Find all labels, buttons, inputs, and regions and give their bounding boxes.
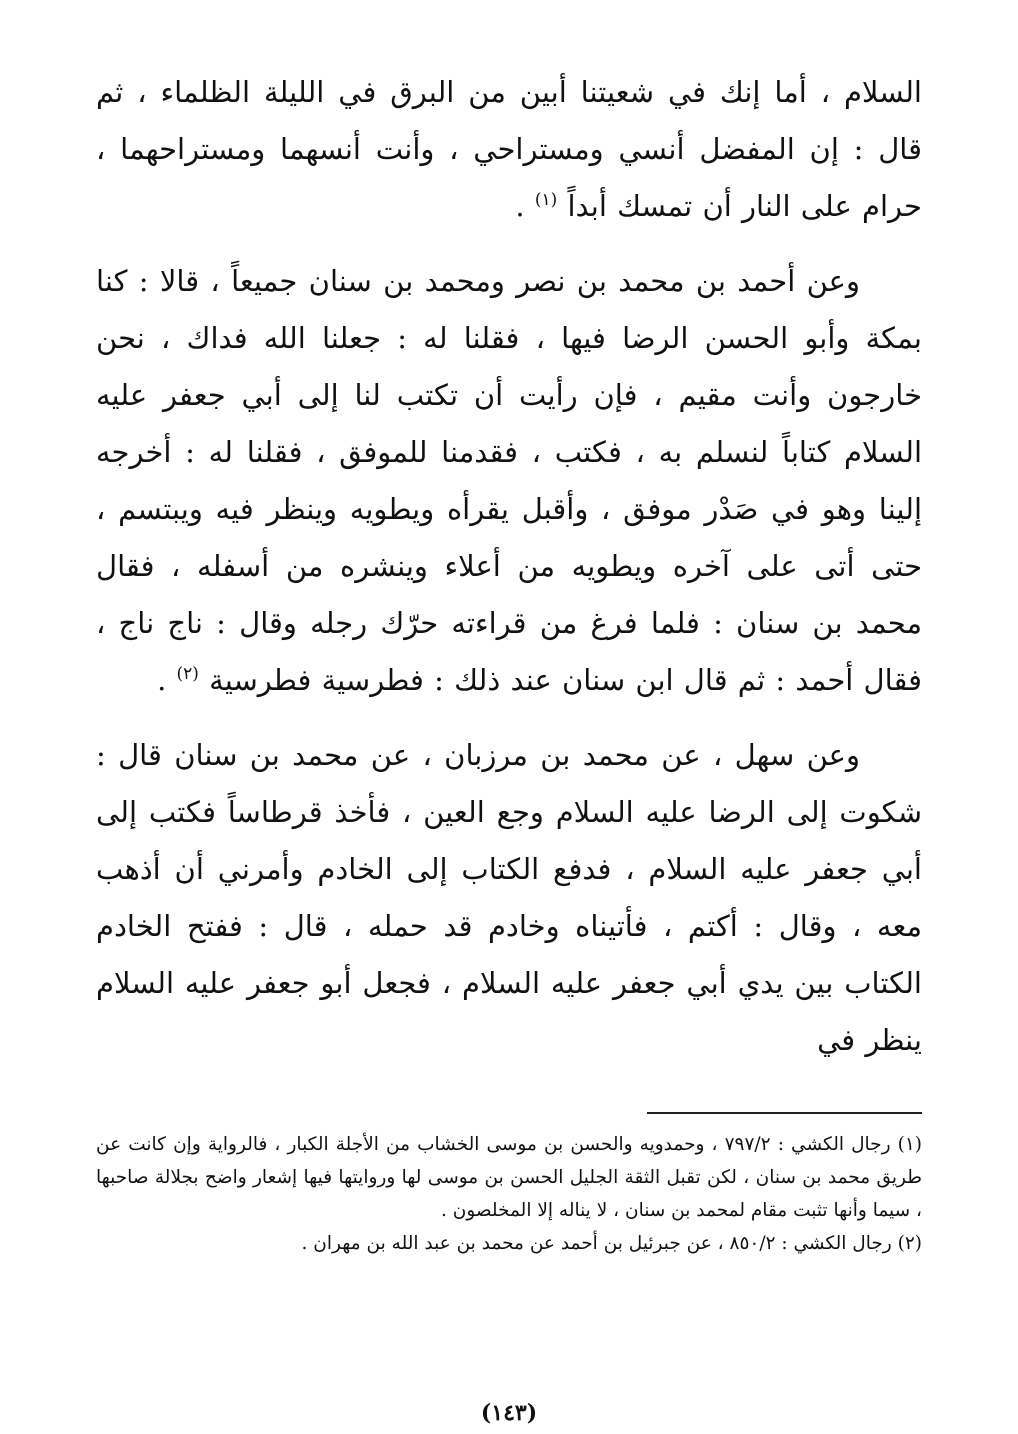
paragraph-2 (96, 253, 922, 709)
paragraph-1 (96, 64, 922, 235)
paragraph-1-text: السلام ، أما إنك في شعيتنا أبين من البرق في الليلة الظلماء ، ثم قال : إن المفضل أنسي ومستراحي ، وأنت أنسهما ومستراحهما ، حرام على النار أن تمسك أبداً (96, 75, 922, 223)
paragraph-3-text: وعن سهل ، عن محمد بن مرزبان ، عن محمد بن سنان قال : شكوت إلى الرضا عليه السلام وجع العين ، فأخذ قرطاساً فكتب إلى أبي جعفر عليه السلام ، فدفع الكتاب إلى الخادم وأمرني أن أذهب معه ، وقال : أكتم ، فأتيناه وخادم قد حمله ، قال : ففتح الخادم الكتاب بين يدي أبي جعفر عليه السلام ، فجعل أبو جعفر عليه السلام ينظر في (96, 738, 922, 1057)
page-number: (١٤٣) (480, 1400, 538, 1426)
footnote-ref-1: (١) (534, 190, 558, 210)
footnote-ref-2: (٢) (176, 664, 199, 684)
footnote-1: (١) رجال الكشي : ٧٩٧/٢ ، وحمدويه والحسن بن موسى الخشاب من الأجلة الكبار ، فالرواية وإن كانت عن طريق محمد بن سنان ، لكن تقبل الثقة الجليل الحسن بن موسى لها وروايتها فيها إشعار واضح بجلالة صاحبها ، سيما وأنها تثبت مقام لمحمد بن سنان ، لا يناله إلا المخلصون . (96, 1134, 922, 1221)
paragraph-1-end: . (515, 189, 535, 223)
main-text (96, 64, 922, 1069)
footnote-2: (٢) رجال الكشي : ٨٥٠/٢ ، عن جبرئيل بن أحمد عن محمد بن عبد الله بن مهران . (301, 1233, 922, 1254)
paragraph-2-text: وعن أحمد بن محمد بن نصر ومحمد بن سنان جميعاً ، قالا : كنا بمكة وأبو الحسن الرضا فيها ، فقلنا له : جعلنا الله فداك ، نحن خارجون وأنت مقيم ، فإن رأيت أن تكتب لنا إلى أبي جعفر عليه السلام كتاباً لنسلم به ، فكتب ، فقدمنا للموفق ، فقلنا له : أخرجه إلينا وهو في صَدْر موفق ، وأقبل يقرأه ويطويه وينظر فيه ويبتسم ، حتى أتى على آخره ويطويه من أعلاء وينشره من أسفله ، فقال محمد بن سنان : فلما فرغ من قراءته حرّك رجله وقال : ناج ناج ، فقال أحمد : ثم قال ابن سنان عند ذلك : فطرسية فطرسية (96, 264, 922, 697)
paragraph-2-end: . (157, 663, 177, 697)
book-page (96, 64, 922, 1426)
footnote-separator (647, 1112, 922, 1114)
paragraph-3 (96, 727, 922, 1069)
footnotes (96, 1128, 922, 1260)
